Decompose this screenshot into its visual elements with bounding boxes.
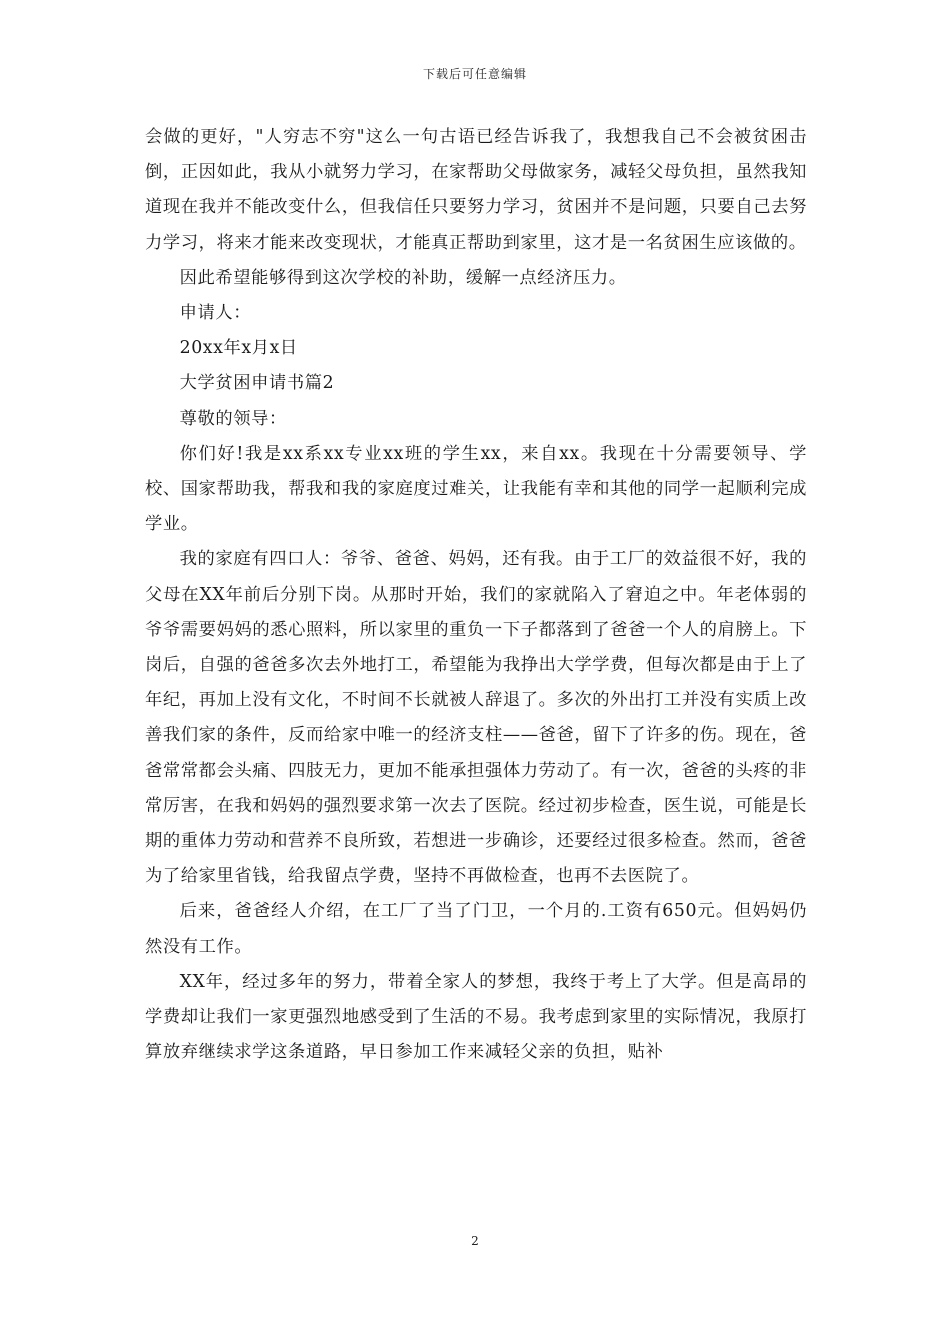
- paragraph-1: 会做的更好，"人穷志不穷"这么一句古语已经告诉我了，我想我自己不会被贫困击倒，正因如此，我从小就努力学习，在家帮助父母做家务，减轻父母负担，虽然我知道现在我并不能改变什么，但我信任只要努力学习，贫困并不是问题，只要自己去努力学习，将来才能来改变现状，才能真正帮助到家里，这才是一名贫困生应该做的。: [145, 127, 807, 253]
- page-number: 2: [471, 1234, 479, 1248]
- paragraph-2: 因此希望能够得到这次学校的补助，缓解一点经济压力。: [179, 267, 627, 288]
- paragraph-family: 我的家庭有四口人：爷爷、爸爸、妈妈，还有我。由于工厂的效益很不好，我的父母在XX年前后分别下岗。从那时开始，我们的家就陷入了窘迫之中。年老体弱的爷爷需要妈妈的悉心照料，所以家里的重负一下子都落到了爸爸一个人的肩膀上。下岗后，自强的爸爸多次去外地打工，希望能为我挣出大学学费，但每次都是由于上了年纪，再加上没有文化，不时间不长就被人辞退了。多次的外出打工并没有实质上改善我们家的条件，反而给家中唯一的经济支柱——爸爸，留下了许多的伤。现在，爸爸常常都会头痛、四肢无力，更加不能承担强体力劳动了。有一次，爸爸的头疼的非常厉害，在我和妈妈的强烈要求第一次去了医院。经过初步检查，医生说，可能是长期的重体力劳动和营养不良所致，若想进一步确诊，还要经过很多检查。然而，爸爸为了给家里省钱，给我留点学费，坚持不再做检查，也再不去医院了。: [145, 549, 807, 887]
- salutation: 尊敬的领导：: [179, 408, 287, 429]
- applicant-line: 申请人：: [179, 303, 252, 324]
- section-title: 大学贫困申请书篇2: [179, 373, 335, 394]
- paragraph-college: XX年，经过多年的努力，带着全家人的梦想，我终于考上了大学。但是高昂的学费却让我们一家更强烈地感受到了生活的不易。我考虑到家里的实际情况，我原打算放弃继续求学这条道路，早日参加工作来减轻父亲的负担，贴补: [145, 971, 807, 1063]
- paragraph-later: 后来，爸爸经人介绍，在工厂了当了门卫，一个月的.工资有650元。但妈妈仍然没有工作。: [145, 901, 807, 957]
- date-line: 20xx年x月x日: [179, 338, 298, 359]
- page-header: 下载后可任意编辑: [422, 67, 527, 81]
- document-body: [145, 120, 807, 1070]
- paragraph-intro: 你们好!我是xx系xx专业xx班的学生xx，来自xx。我现在十分需要领导、学校、国家帮助我，帮我和我的家庭度过难关，让我能有幸和其他的同学一起顺利完成学业。: [145, 443, 807, 535]
